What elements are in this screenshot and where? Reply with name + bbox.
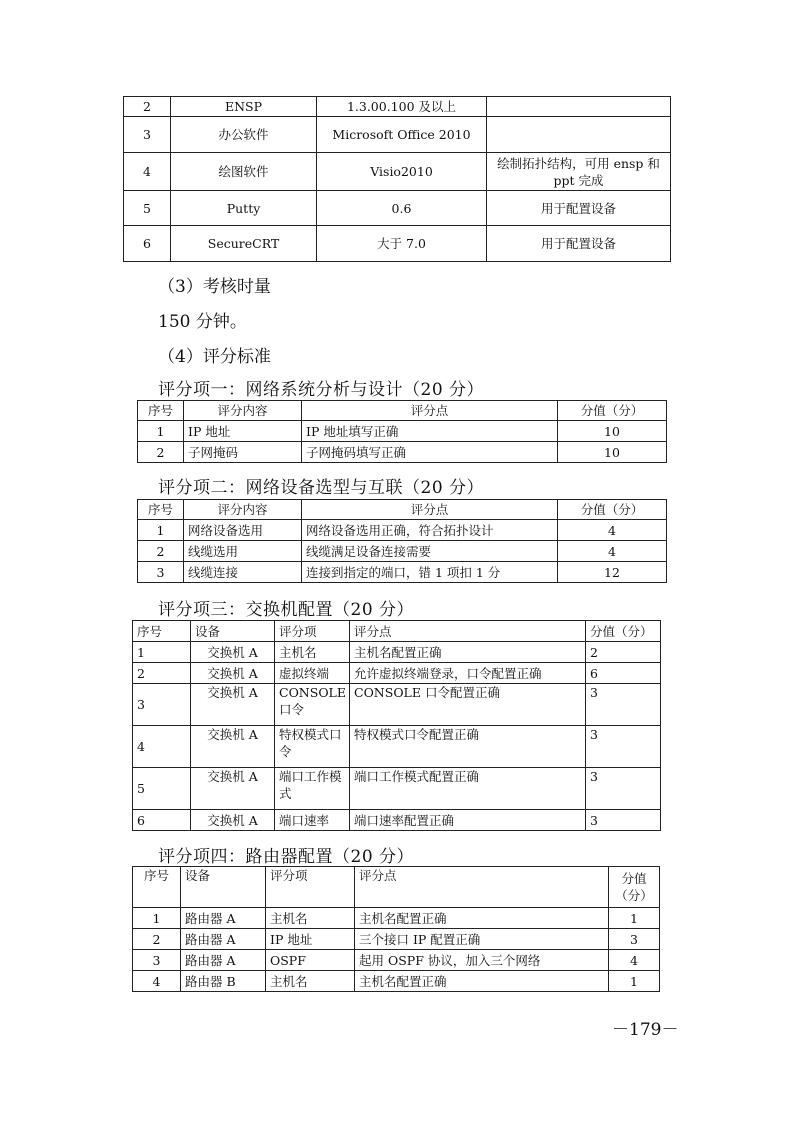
cell: 0.6 (317, 191, 487, 226)
cell: 4 (609, 950, 660, 971)
cell: 主机名 (275, 642, 350, 663)
cell: 1 (138, 421, 184, 442)
cell: 路由器 A (181, 908, 266, 929)
cell: 特权模式口令 (275, 726, 350, 768)
cell: 交换机 A (191, 768, 275, 810)
column-header: 序号 (133, 867, 181, 908)
cell: 10 (558, 421, 667, 442)
cell: 4 (558, 541, 667, 562)
cell: 1 (133, 908, 181, 929)
cell: 2 (138, 442, 184, 463)
table-row (133, 642, 661, 663)
table-row (138, 520, 667, 541)
cell: 大于 7.0 (317, 226, 487, 262)
cell: 2 (586, 642, 661, 663)
column-header: 评分点 (355, 867, 609, 908)
column-header: 评分点 (302, 401, 558, 421)
column-header: 分值（分） (609, 867, 660, 908)
cell: 3 (609, 929, 660, 950)
column-header: 设备 (181, 867, 266, 908)
cell: 3 (586, 768, 661, 810)
table-header-row (138, 401, 667, 421)
table-row (133, 971, 660, 992)
cell: IP 地址填写正确 (302, 421, 558, 442)
cell: 特权模式口令配置正确 (350, 726, 586, 768)
table-row (133, 810, 661, 831)
table-row (133, 950, 660, 971)
column-header: 评分点 (302, 500, 558, 520)
cell: OSPF (266, 950, 355, 971)
cell: 主机名 (266, 908, 355, 929)
column-header: 分值（分） (586, 621, 661, 642)
cell: 4 (558, 520, 667, 541)
table-row (124, 191, 671, 226)
cell: 绘制拓扑结构，可用 ensp 和 ppt 完成 (487, 153, 671, 191)
cell: 3 (133, 950, 181, 971)
cell: 允许虚拟终端登录，口令配置正确 (350, 663, 586, 684)
cell: 2 (138, 541, 184, 562)
cell: 3 (124, 117, 171, 153)
cell (487, 117, 671, 153)
cell: 线缆连接 (184, 562, 302, 583)
cell: 10 (558, 442, 667, 463)
section3-title: （3）考核时量 (158, 277, 271, 297)
table-row (133, 726, 661, 768)
table-row (124, 117, 671, 153)
cell (487, 97, 671, 117)
cell: 2 (133, 929, 181, 950)
cell: 1 (138, 520, 184, 541)
cell: ENSP (171, 97, 317, 117)
item1-title: 评分项一：网络系统分析与设计（20 分） (158, 380, 485, 400)
cell: 网络设备选用正确，符合拓扑设计 (302, 520, 558, 541)
cell: Putty (171, 191, 317, 226)
cell: 用于配置设备 (487, 191, 671, 226)
cell: 2 (133, 663, 191, 684)
table-header-row (133, 867, 660, 908)
cell: 5 (124, 191, 171, 226)
item4-title: 评分项四：路由器配置（20 分） (158, 847, 415, 867)
item1-table (137, 400, 667, 463)
cell: 端口工作模式 (275, 768, 350, 810)
cell: 交换机 A (191, 642, 275, 663)
table-row (133, 768, 661, 810)
table-row (138, 562, 667, 583)
table-row (138, 421, 667, 442)
page-number: －179－ (612, 1020, 679, 1040)
cell: 端口速率配置正确 (350, 810, 586, 831)
cell: 线缆选用 (184, 541, 302, 562)
cell: 3 (586, 684, 661, 726)
item2-table (137, 499, 667, 583)
cell: 6 (586, 663, 661, 684)
column-header: 序号 (133, 621, 191, 642)
cell: CONSOLE 口令配置正确 (350, 684, 586, 726)
cell: SecureCRT (171, 226, 317, 262)
cell: IP 地址 (266, 929, 355, 950)
table-row (133, 929, 660, 950)
section3-content: 150 分钟。 (158, 312, 247, 332)
cell: 交换机 A (191, 810, 275, 831)
cell: 1.3.00.100 及以上 (317, 97, 487, 117)
cell: 端口工作模式配置正确 (350, 768, 586, 810)
cell: 交换机 A (191, 684, 275, 726)
table-header-row (138, 500, 667, 520)
cell: 3 (586, 726, 661, 768)
cell: 5 (133, 768, 191, 810)
cell: 连接到指定的端口，错 1 项扣 1 分 (302, 562, 558, 583)
cell: 4 (133, 726, 191, 768)
table-row (124, 153, 671, 191)
column-header: 分值（分） (558, 401, 667, 421)
table-row (133, 684, 661, 726)
cell: 端口速率 (275, 810, 350, 831)
column-header: 评分内容 (184, 401, 302, 421)
cell: 4 (133, 971, 181, 992)
section4-title: （4）评分标准 (158, 347, 271, 367)
cell: 3 (133, 684, 191, 726)
item3-table (132, 620, 661, 831)
cell: 1 (609, 908, 660, 929)
software-table (123, 96, 671, 262)
cell: 3 (586, 810, 661, 831)
cell: 三个接口 IP 配置正确 (355, 929, 609, 950)
cell: 1 (133, 642, 191, 663)
item3-title: 评分项三：交换机配置（20 分） (158, 600, 415, 620)
cell: 1 (609, 971, 660, 992)
table-row (124, 226, 671, 262)
column-header: 评分内容 (184, 500, 302, 520)
cell: 交换机 A (191, 726, 275, 768)
cell: 路由器 B (181, 971, 266, 992)
cell: 虚拟终端 (275, 663, 350, 684)
cell: 网络设备选用 (184, 520, 302, 541)
cell: 路由器 A (181, 929, 266, 950)
cell: 交换机 A (191, 663, 275, 684)
column-header: 评分项 (275, 621, 350, 642)
cell: 12 (558, 562, 667, 583)
cell: 2 (124, 97, 171, 117)
cell: IP 地址 (184, 421, 302, 442)
cell: 主机名 (266, 971, 355, 992)
cell: Microsoft Office 2010 (317, 117, 487, 153)
column-header: 设备 (191, 621, 275, 642)
cell: 3 (138, 562, 184, 583)
table-row (124, 97, 671, 117)
column-header: 序号 (138, 401, 184, 421)
cell: 子网掩码填写正确 (302, 442, 558, 463)
cell: 线缆满足设备连接需要 (302, 541, 558, 562)
column-header: 序号 (138, 500, 184, 520)
cell: 6 (133, 810, 191, 831)
cell: 起用 OSPF 协议，加入三个网络 (355, 950, 609, 971)
table-row (133, 663, 661, 684)
cell: Visio2010 (317, 153, 487, 191)
cell: 主机名配置正确 (350, 642, 586, 663)
cell: 绘图软件 (171, 153, 317, 191)
cell: 4 (124, 153, 171, 191)
cell: 子网掩码 (184, 442, 302, 463)
item4-table (132, 866, 660, 992)
column-header: 评分项 (266, 867, 355, 908)
table-row (133, 908, 660, 929)
cell: 主机名配置正确 (355, 971, 609, 992)
table-header-row (133, 621, 661, 642)
item2-title: 评分项二：网络设备选型与互联（20 分） (158, 478, 485, 498)
table-row (138, 541, 667, 562)
cell: 主机名配置正确 (355, 908, 609, 929)
cell: 路由器 A (181, 950, 266, 971)
table-row (138, 442, 667, 463)
cell: 用于配置设备 (487, 226, 671, 262)
column-header: 评分点 (350, 621, 586, 642)
cell: 6 (124, 226, 171, 262)
column-header: 分值（分） (558, 500, 667, 520)
cell: 办公软件 (171, 117, 317, 153)
cell: CONSOLE 口令 (275, 684, 350, 726)
